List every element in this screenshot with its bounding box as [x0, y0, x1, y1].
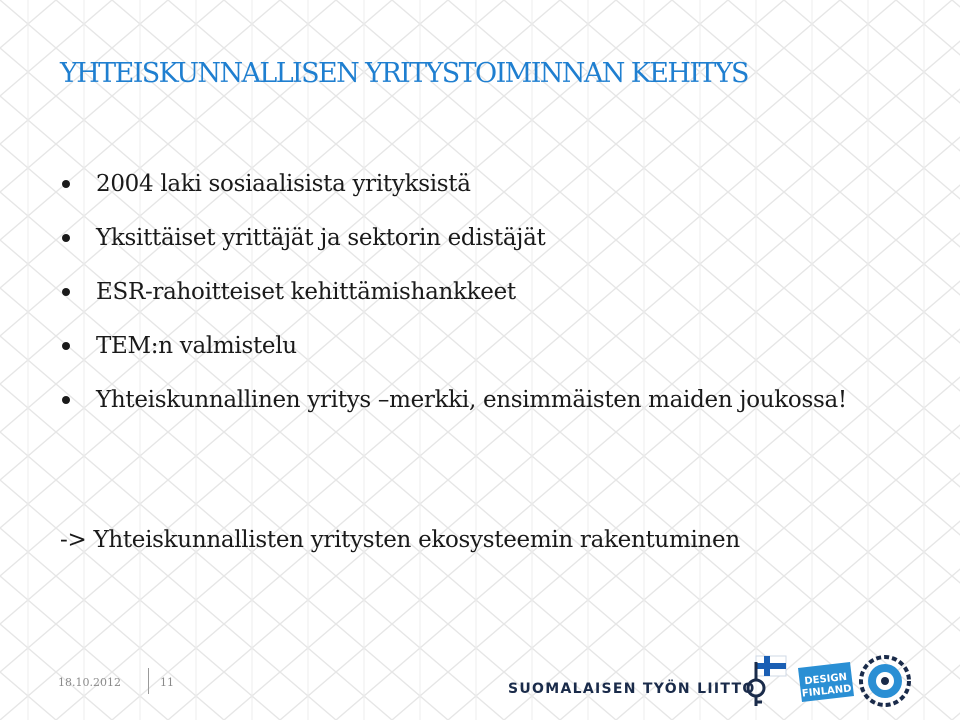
- bullet-item: [62, 224, 902, 252]
- bullet-dot-icon: [62, 396, 70, 404]
- bullet-text: 2004 laki sosiaalisista yrityksistä: [96, 171, 471, 197]
- bullet-text: TEM:n valmistelu: [96, 333, 297, 359]
- conclusion-text: -> Yhteiskunnallisten yritysten ekosysteemin rakentuminen: [60, 527, 740, 553]
- design-logo-line1: DESIGN: [803, 671, 848, 688]
- bullet-item: [62, 386, 902, 414]
- bullet-item: [62, 170, 902, 198]
- footer-date: 18.10.2012: [58, 676, 121, 689]
- key-symbol-logo: [858, 654, 912, 708]
- organization-name: SUOMALAISEN TYÖN LIITTO: [508, 681, 756, 697]
- page-number: 11: [160, 676, 174, 689]
- footer-divider: [148, 668, 149, 694]
- bullet-item: [62, 332, 902, 360]
- bullet-dot-icon: [62, 288, 70, 296]
- bullet-item: [62, 278, 902, 306]
- bullet-text: Yhteiskunnallinen yritys –merkki, ensimmäisten maiden joukossa!: [96, 387, 847, 413]
- design-logo-line2: FINLAND: [801, 683, 853, 700]
- bullet-text: ESR-rahoitteiset kehittämishankkeet: [96, 279, 516, 305]
- slide-title: YHTEISKUNNALLISEN YRITYSTOIMINNAN KEHITYS: [60, 58, 748, 89]
- design-finland-logo: [792, 660, 860, 704]
- bullet-text: Yksittäiset yrittäjät ja sektorin edistäjät: [96, 225, 546, 251]
- bullet-dot-icon: [62, 342, 70, 350]
- bullet-dot-icon: [62, 180, 70, 188]
- bullet-dot-icon: [62, 234, 70, 242]
- finnish-flag-key-logo: [742, 654, 790, 708]
- bullet-list: [62, 170, 902, 440]
